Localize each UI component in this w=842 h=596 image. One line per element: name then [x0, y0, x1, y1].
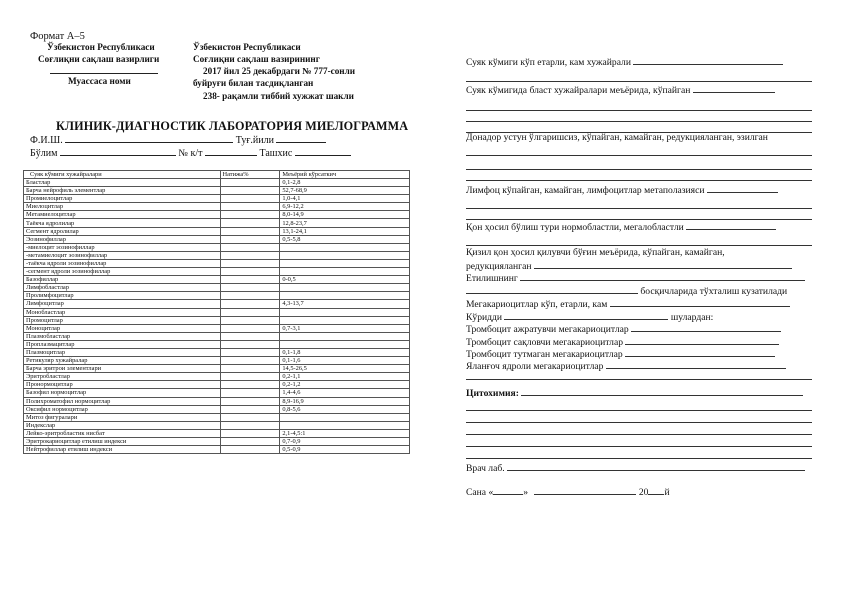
cell-type: Эритрокариоцитлар етилиш индекси — [24, 438, 221, 446]
result-cell[interactable] — [220, 243, 280, 251]
hematopoiesis-field[interactable] — [686, 221, 776, 230]
result-cell[interactable] — [220, 300, 280, 308]
table-row — [24, 373, 410, 381]
blast-cells-line — [466, 84, 775, 96]
result-cell[interactable] — [220, 316, 280, 324]
rule-line — [466, 379, 812, 380]
seen-line — [466, 311, 713, 323]
right-republic: Ўзбекистон Республикаси — [193, 42, 301, 52]
cell-type: Бластлар — [24, 179, 221, 187]
result-cell[interactable] — [220, 203, 280, 211]
table-row — [24, 357, 410, 365]
of-which-label: шулардан: — [670, 312, 714, 323]
date-open: Сана « — [466, 487, 494, 498]
rule-line — [466, 446, 812, 447]
norm-cell: 52,7-68,9 — [280, 187, 410, 195]
result-cell[interactable] — [220, 381, 280, 389]
blast-cells-field[interactable] — [693, 84, 775, 93]
header-cells: Суяк кўмиги хужайралари — [24, 171, 221, 179]
rule-line — [466, 180, 812, 181]
table-row — [24, 324, 410, 332]
norm-cell: 4,3-13,7 — [280, 300, 410, 308]
norm-cell: 0,1-1,6 — [280, 357, 410, 365]
rule-line — [466, 169, 812, 170]
table-row — [24, 259, 410, 267]
cell-type: Лимфобластлар — [24, 284, 221, 292]
card-no-label: № к/т — [178, 148, 203, 159]
norm-cell: 13,1-24,1 — [280, 227, 410, 235]
patient-row-2 — [30, 146, 351, 159]
cell-type: Эритробластлар — [24, 373, 221, 381]
norm-cell — [280, 292, 410, 300]
table-body — [24, 179, 410, 454]
platelet-holding-label: Тромбоцит сақловчи мегакариоцитлар — [466, 337, 624, 348]
hematopoiesis-label: Қон ҳосил бўлиш тури нормобластли, мегалобластли — [466, 222, 684, 233]
norm-cell — [280, 259, 410, 267]
norm-cell — [280, 332, 410, 340]
platelet-holding-line — [466, 336, 779, 348]
norm-cell: 6,9-12,2 — [280, 203, 410, 211]
norm-cell: 0-0,5 — [280, 276, 410, 284]
result-cell[interactable] — [220, 219, 280, 227]
table-row — [24, 348, 410, 356]
cell-type: Плазмобластлар — [24, 332, 221, 340]
cellularity-field[interactable] — [633, 56, 783, 65]
cell-type: -миелоцит эозинофиллар — [24, 243, 221, 251]
norm-cell — [280, 316, 410, 324]
rule-line — [466, 422, 812, 423]
platelet-holding-field[interactable] — [625, 336, 779, 345]
result-cell[interactable] — [220, 389, 280, 397]
bone-marrow-cellularity — [466, 56, 783, 68]
cell-type: Нейтрофиллар етилиш индекси — [24, 446, 221, 454]
norm-cell: 2,1-4,5:1 — [280, 429, 410, 437]
table-row — [24, 365, 410, 373]
table-row — [24, 251, 410, 259]
cellularity-label: Суяк кўмиги кўп етарли, кам хужайрали — [466, 57, 631, 68]
cell-type: Лимфоцитлар — [24, 300, 221, 308]
cell-type: Барча нейрофиль элементлар — [24, 187, 221, 195]
table-row — [24, 211, 410, 219]
approved-line: буйруғи билан тасдиқланган — [193, 78, 314, 88]
norm-cell — [280, 340, 410, 348]
cytochemistry-line — [466, 387, 803, 399]
cell-type: Моноцитлар — [24, 324, 221, 332]
table-row — [24, 381, 410, 389]
cell-type: Пронормоцитлар — [24, 381, 221, 389]
erythroid-line-b — [466, 260, 792, 272]
stages-field[interactable] — [466, 285, 638, 294]
order-line: 2017 йил 25 декабрдаги № 777-сонли — [203, 66, 356, 76]
cell-type: Ретикуляр хужайралар — [24, 357, 221, 365]
rule-line — [466, 81, 812, 82]
format-label: Формат А–5 — [30, 31, 85, 42]
norm-cell: 12,8-23,7 — [280, 219, 410, 227]
maturation-field[interactable] — [520, 272, 805, 281]
result-cell[interactable] — [220, 373, 280, 381]
cell-type: Лейко-эритробластик нисбат — [24, 429, 221, 437]
result-cell[interactable] — [220, 324, 280, 332]
date-year-field[interactable] — [648, 486, 664, 495]
cell-type: -сегмент ядроли эозинофиллар — [24, 268, 221, 276]
blast-cells-label: Суяк кўмигида бласт хужайралари меъёрида, кўпайган — [466, 85, 691, 96]
table-row — [24, 187, 410, 195]
rule-line — [466, 410, 812, 411]
result-cell[interactable] — [220, 332, 280, 340]
norm-cell: 0,2-1,1 — [280, 373, 410, 381]
norm-cell: 8,9-16,9 — [280, 397, 410, 405]
myelogram-table — [23, 170, 410, 454]
table-row — [24, 276, 410, 284]
platelet-releasing-line — [466, 323, 781, 335]
table-row — [24, 235, 410, 243]
norm-cell: 0,5-5,8 — [280, 235, 410, 243]
table-row — [24, 316, 410, 324]
rule-line — [466, 121, 812, 122]
result-cell[interactable] — [220, 397, 280, 405]
norm-cell: 0,2-1,2 — [280, 381, 410, 389]
lymphoid-line — [466, 184, 778, 196]
megakaryocytes-field[interactable] — [610, 298, 790, 307]
cell-type: Базофил нормоцитлар — [24, 389, 221, 397]
norm-cell: 0,5-0,9 — [280, 446, 410, 454]
cell-type: Полихроматофил нормоцитлар — [24, 397, 221, 405]
naked-nuclei-line — [466, 360, 786, 372]
date-month-field[interactable] — [534, 486, 636, 495]
table-row — [24, 308, 410, 316]
cell-type: Базофиллар — [24, 276, 221, 284]
doctor-field[interactable] — [507, 462, 805, 471]
birth-year-label: Туғ.йили — [235, 135, 274, 146]
norm-cell: 1,4-4,6 — [280, 389, 410, 397]
result-cell[interactable] — [220, 438, 280, 446]
table-row — [24, 292, 410, 300]
cell-type: Метамиелоцитлар — [24, 211, 221, 219]
table-row — [24, 332, 410, 340]
norm-cell: 8,0-14,9 — [280, 211, 410, 219]
table-row — [24, 397, 410, 405]
rule-line — [466, 219, 812, 220]
header-norm: Меъёрий кўрсаткич — [280, 171, 410, 179]
cell-type: Промиелоцитлар — [24, 195, 221, 203]
cell-type: -метамиелоцит эозинофиллар — [24, 251, 221, 259]
institution-label: Муассаса номи — [68, 76, 131, 86]
rule-line — [466, 155, 812, 156]
naked-nuclei-label: Яланғоч ядроли мегакариоцитлар — [466, 361, 604, 372]
patient-row-1 — [30, 133, 326, 146]
stages-label: босқичларида тўхталиш кузатилади — [640, 286, 788, 297]
result-cell[interactable] — [220, 365, 280, 373]
table-row — [24, 203, 410, 211]
cell-type: Таёкча ядролилар — [24, 219, 221, 227]
cell-type: -таёкча ядроли эозинофиллар — [24, 259, 221, 267]
table-row — [24, 389, 410, 397]
cell-type: Промоцитлар — [24, 316, 221, 324]
erythroid-field[interactable] — [534, 260, 792, 269]
megakaryocytes-label: Мегакариоцитлар кўп, етарли, кам — [466, 299, 608, 310]
result-cell[interactable] — [220, 227, 280, 235]
table-row — [24, 438, 410, 446]
norm-cell: 0,1-2,8 — [280, 179, 410, 187]
result-cell[interactable] — [220, 187, 280, 195]
result-cell[interactable] — [220, 413, 280, 421]
table-row — [24, 300, 410, 308]
platelet-free-line — [466, 348, 775, 360]
result-cell[interactable] — [220, 429, 280, 437]
maturation-line — [466, 272, 805, 284]
rule-line — [466, 208, 812, 209]
diagnosis-field[interactable] — [295, 146, 351, 156]
result-cell[interactable] — [220, 357, 280, 365]
cytochemistry-label: Цитохимия: — [466, 388, 519, 399]
naked-nuclei-field[interactable] — [606, 360, 786, 369]
result-cell[interactable] — [220, 405, 280, 413]
cell-type: Плазмоцитлар — [24, 348, 221, 356]
result-cell[interactable] — [220, 284, 280, 292]
platelet-free-label: Тромбоцит тутмаган мегакариоцитлар — [466, 349, 623, 360]
cell-type: Пролимфоцитлар — [24, 292, 221, 300]
norm-cell — [280, 243, 410, 251]
norm-cell: 14,5-26,5 — [280, 365, 410, 373]
result-cell[interactable] — [220, 348, 280, 356]
norm-cell: 1,0-4,1 — [280, 195, 410, 203]
date-day-field[interactable] — [493, 486, 523, 495]
hematopoiesis-line — [466, 221, 776, 233]
lymphoid-field[interactable] — [707, 184, 778, 193]
rule-line — [466, 110, 812, 111]
result-cell[interactable] — [220, 268, 280, 276]
result-cell[interactable] — [220, 259, 280, 267]
card-no-field[interactable] — [205, 146, 257, 156]
doctor-line — [466, 462, 805, 474]
norm-cell — [280, 421, 410, 429]
page-title: КЛИНИК-ДИАГНОСТИК ЛАБОРАТОРИЯ МИЕЛОГРАММА — [56, 119, 409, 133]
cell-type: Барча эритрои элементлари — [24, 365, 221, 373]
erythroid-line-a: Қизил қон ҳосил қилувчи бўғин меъёрида, кўпайган, камайган, — [466, 247, 725, 258]
megakaryocytes-line — [466, 298, 790, 310]
seen-field[interactable] — [504, 311, 668, 320]
norm-cell — [280, 413, 410, 421]
diagnosis-label: Ташхис — [259, 148, 293, 159]
granular-line: Донадор устун ўлгаришсиз, кўпайган, камайган, редукцияланган, эзилган — [466, 132, 768, 143]
date-line — [466, 486, 670, 498]
table-row — [24, 243, 410, 251]
table-row — [24, 413, 410, 421]
result-cell[interactable] — [220, 421, 280, 429]
cell-type: Миелоцитлар — [24, 203, 221, 211]
norm-cell: 0,7-0,9 — [280, 438, 410, 446]
header-result: Натижа% — [220, 171, 280, 179]
table-row — [24, 195, 410, 203]
doctor-label: Врач лаб. — [466, 463, 505, 474]
norm-cell: 0,8-5,6 — [280, 405, 410, 413]
maturation-label: Етилишнинг — [466, 273, 518, 284]
cell-type: Индекслар — [24, 421, 221, 429]
erythroid-label-b: редукцияланган — [466, 261, 532, 272]
table-row — [24, 421, 410, 429]
result-cell[interactable] — [220, 195, 280, 203]
birth-year-field[interactable] — [276, 133, 326, 143]
platelet-free-field[interactable] — [625, 348, 775, 357]
cell-type: Эозинофиллар — [24, 235, 221, 243]
rule-line — [466, 245, 812, 246]
cell-type: Проплазмацитлар — [24, 340, 221, 348]
table-row — [24, 268, 410, 276]
norm-cell: 0,7-3,1 — [280, 324, 410, 332]
date-year-suffix: й — [664, 487, 670, 498]
cell-type: Митоз фигуралари — [24, 413, 221, 421]
result-cell[interactable] — [220, 179, 280, 187]
table-row — [24, 340, 410, 348]
norm-cell — [280, 268, 410, 276]
table-header-row — [24, 171, 410, 179]
cell-type: Монобластлар — [24, 308, 221, 316]
norm-cell — [280, 251, 410, 259]
norm-cell — [280, 284, 410, 292]
cytochemistry-field[interactable] — [521, 387, 803, 396]
stages-line — [466, 285, 787, 297]
cell-type: Сегмент ядролилар — [24, 227, 221, 235]
result-cell[interactable] — [220, 276, 280, 284]
cell-type: Оксифил нормоцитлар — [24, 405, 221, 413]
table-row — [24, 227, 410, 235]
result-cell[interactable] — [220, 211, 280, 219]
table-row — [24, 284, 410, 292]
result-cell[interactable] — [220, 251, 280, 259]
lymphoid-label: Лимфоц кўпайган, камайган, лимфоцитлар метаполазияси — [466, 185, 705, 196]
norm-cell — [280, 308, 410, 316]
platelet-releasing-label: Тромбоцит ажратувчи мегакариоцитлар — [466, 324, 629, 335]
left-republic: Ўзбекистон Республикаси — [47, 42, 155, 52]
department-label: Бўлим — [30, 148, 58, 159]
date-close: » — [523, 487, 529, 498]
result-cell[interactable] — [220, 235, 280, 243]
rule-line — [466, 458, 812, 459]
left-ministry: Соғлиқни сақлаш вазирлиги — [38, 54, 160, 64]
doc-line: 238- рақамли тиббий хужжат шакли — [203, 91, 354, 101]
table-row — [24, 219, 410, 227]
norm-cell: 0,1-1,8 — [280, 348, 410, 356]
result-cell[interactable] — [220, 446, 280, 454]
institution-line — [50, 64, 158, 74]
table-row — [24, 405, 410, 413]
result-cell[interactable] — [220, 340, 280, 348]
platelet-releasing-field[interactable] — [631, 323, 781, 332]
department-field[interactable] — [60, 146, 176, 156]
fio-field[interactable] — [65, 133, 233, 143]
table-row — [24, 429, 410, 437]
table-row — [24, 179, 410, 187]
date-century: 20 — [638, 487, 649, 498]
rule-line — [466, 434, 812, 435]
result-cell[interactable] — [220, 292, 280, 300]
right-ministry: Соғлиқни сақлаш вазирининг — [193, 54, 320, 64]
seen-label: Кўридди — [466, 312, 503, 323]
fio-label: Ф.И.Ш. — [30, 135, 63, 146]
table-row — [24, 446, 410, 454]
result-cell[interactable] — [220, 308, 280, 316]
